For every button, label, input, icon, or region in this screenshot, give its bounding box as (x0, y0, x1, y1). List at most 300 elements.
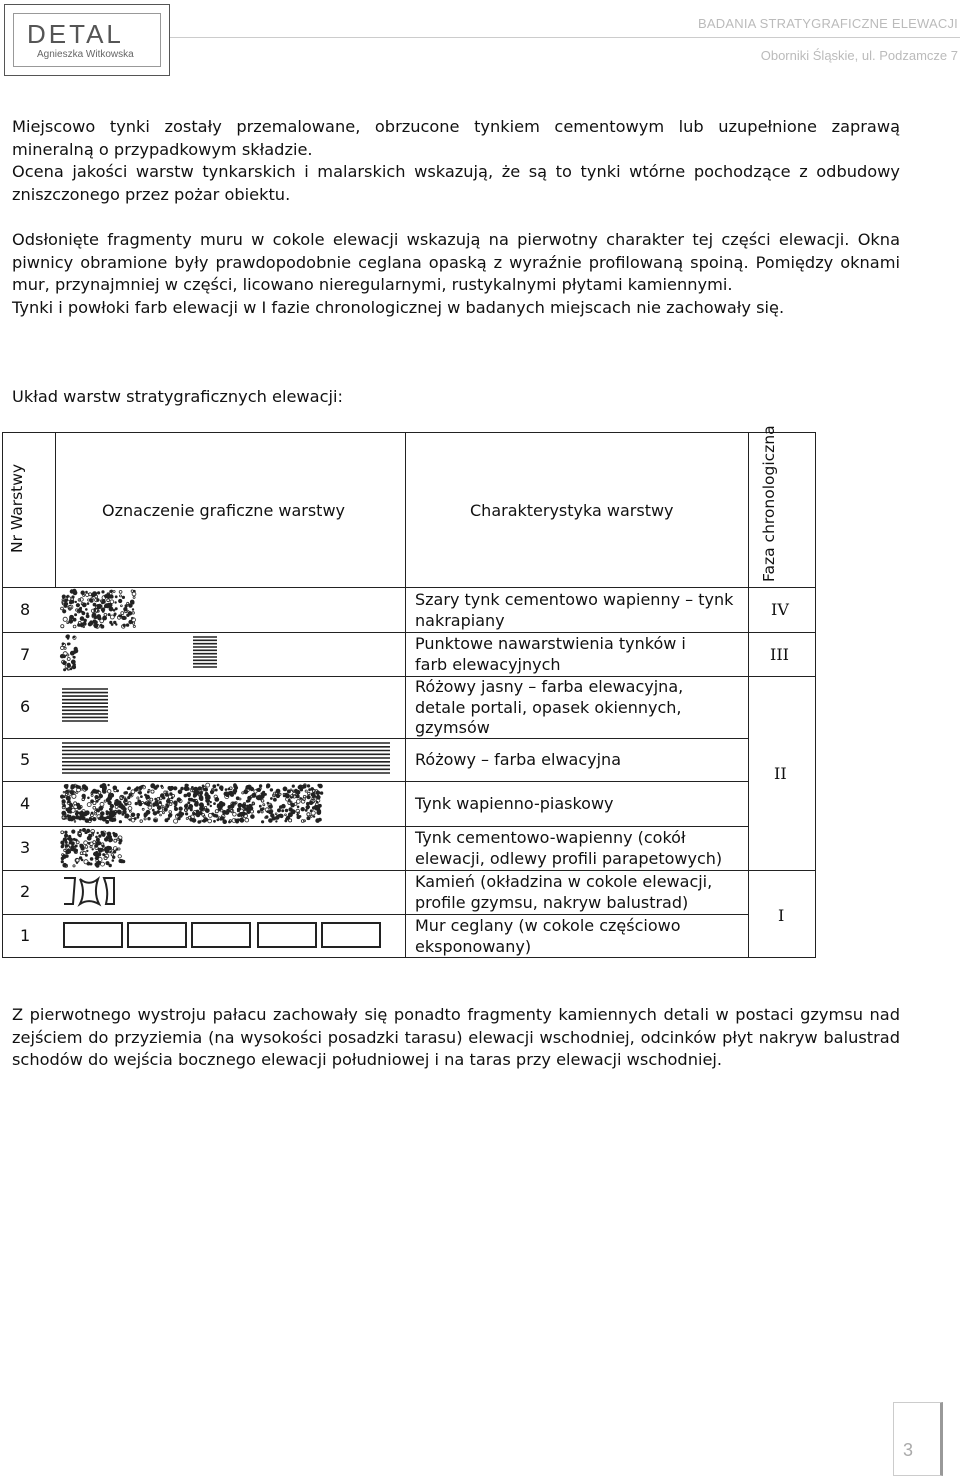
dot (159, 801, 161, 803)
dot (188, 802, 190, 804)
dot (290, 797, 292, 799)
dot (202, 785, 204, 787)
logo-title: DETAL (27, 19, 124, 49)
dot (89, 834, 91, 836)
dot (99, 853, 101, 855)
dot (240, 818, 244, 822)
dot (75, 812, 78, 815)
dot (240, 812, 244, 816)
dot (208, 813, 212, 817)
dot (179, 811, 182, 814)
caption-text: Układ warstw stratygraficznych elewacji: (12, 387, 343, 406)
dot (113, 851, 116, 854)
layer-description: Kamień (okładzina w cokole elewacji, profile gzymsu, nakryw balustrad) (415, 872, 713, 912)
dot (96, 809, 98, 811)
dot (74, 805, 78, 809)
dot (97, 604, 100, 607)
dot (114, 621, 117, 624)
dot (75, 614, 77, 616)
dot (132, 609, 134, 611)
paragraph: Miejscowo tynki zostały przemalowane, obrzucone tynkiem cementowym lub uzupełnione zaprawą mineralną o przypadkowym składzie. (12, 117, 900, 159)
dot (215, 789, 217, 791)
document-address: Oborniki Śląskie, ul. Podzamcze 7 (760, 48, 958, 63)
dot (90, 858, 93, 861)
dot (248, 786, 251, 789)
dot (91, 812, 93, 814)
dot (270, 789, 273, 792)
dot (72, 596, 74, 598)
dot (157, 806, 161, 810)
dot (276, 821, 278, 823)
dot (119, 839, 122, 842)
dot (127, 602, 129, 604)
dot (108, 784, 110, 786)
dot (192, 788, 194, 790)
layer-number: 4 (20, 794, 31, 813)
dot (313, 816, 315, 818)
dot (186, 818, 188, 820)
dot (259, 785, 262, 788)
dot (106, 813, 108, 815)
dot (115, 608, 117, 610)
dot (63, 863, 67, 867)
dot (268, 786, 270, 788)
dot (87, 613, 89, 615)
dot (297, 806, 299, 808)
dot (110, 615, 114, 619)
dot (188, 807, 190, 809)
dot (167, 805, 169, 807)
dot (269, 819, 273, 823)
dot (117, 801, 121, 805)
dot (285, 814, 287, 816)
dot (82, 603, 86, 607)
dot (101, 831, 103, 833)
dot (275, 813, 277, 815)
dot (207, 803, 209, 805)
dot (96, 616, 98, 618)
dot (151, 790, 154, 793)
dot (137, 797, 139, 799)
dot (303, 785, 306, 788)
layer-number: 7 (20, 645, 31, 664)
layer-description: Różowy jasny – farba elewacyjna, detale portali, opasek okiennych, gzymsów (415, 677, 684, 737)
dot (106, 848, 109, 851)
dot (88, 797, 90, 799)
col-header-nr: Nr Warstwy (8, 463, 26, 553)
dot-pattern (60, 635, 78, 671)
dot (93, 818, 95, 820)
dot (124, 797, 126, 799)
layer-number: 6 (20, 697, 31, 716)
dot (128, 802, 131, 805)
dot (90, 846, 92, 848)
layer-number: 3 (20, 838, 31, 857)
dot (282, 804, 286, 808)
dot (203, 816, 205, 818)
dot (266, 816, 269, 819)
dot (225, 789, 227, 791)
dot (82, 798, 85, 801)
dot (317, 806, 320, 809)
dot (291, 810, 295, 814)
dot (170, 814, 172, 816)
dot (144, 818, 146, 820)
dot (96, 800, 98, 802)
dot (212, 789, 215, 792)
dot (84, 841, 88, 845)
page-number-frame (893, 1402, 943, 1476)
dot (85, 609, 87, 611)
dot (69, 838, 73, 842)
dot (261, 800, 264, 803)
line-pattern (62, 689, 108, 721)
dot (62, 599, 64, 601)
dot (244, 790, 248, 794)
dot (214, 820, 216, 822)
dot (307, 796, 309, 798)
dot (88, 842, 90, 844)
dot (110, 794, 113, 797)
dot (110, 804, 114, 808)
dot (184, 794, 187, 797)
dot (121, 612, 124, 615)
dot (80, 617, 84, 621)
dot (97, 592, 99, 594)
dot (119, 591, 122, 594)
dot (165, 819, 168, 822)
dot (107, 790, 111, 794)
dot (95, 795, 98, 798)
dot (289, 819, 292, 822)
dot (300, 798, 302, 800)
dot (96, 841, 100, 845)
dot (144, 802, 146, 804)
dot (160, 814, 162, 816)
dot (155, 798, 157, 800)
dot (63, 791, 65, 793)
dot (110, 590, 112, 592)
dot (296, 800, 300, 804)
dot (99, 835, 102, 838)
dot (252, 793, 256, 797)
dot (172, 794, 175, 797)
dot (307, 785, 310, 788)
dot (82, 794, 86, 798)
dot (61, 646, 64, 649)
dot (93, 623, 95, 625)
dot (121, 605, 123, 607)
dot (78, 609, 81, 612)
paragraph: Z pierwotnego wystroju pałacu zachowały się ponadto fragmenty kamiennych detali w postaci gzymsu nad zejściem do przyziemia (na wysokości posadzki tarasu) elewacji wschodniej, odcinków płyt nakryw balustrad schodów do wejścia bocznego elewacji południowej i na taras przy elewacji wschodniej. (12, 1005, 900, 1069)
col-header-graphic: Oznaczenie graficzne warstwy (102, 501, 346, 520)
dot (140, 796, 142, 798)
dot (129, 604, 133, 608)
dot (293, 792, 296, 795)
dot (205, 809, 209, 813)
dot (93, 801, 96, 804)
dot (282, 810, 284, 812)
dot (257, 788, 260, 791)
brick-shape (128, 923, 186, 947)
dot (228, 805, 231, 808)
dot (82, 612, 85, 615)
dot (146, 803, 149, 806)
dot (192, 819, 196, 823)
dot (200, 791, 203, 794)
dot (311, 793, 315, 797)
dot (98, 791, 101, 794)
dot (98, 858, 102, 862)
dot (63, 804, 66, 807)
dot (139, 791, 142, 794)
dot (206, 799, 210, 803)
dot (98, 848, 102, 852)
stone-shape (104, 878, 114, 904)
dot (306, 802, 309, 805)
dot (292, 785, 294, 787)
dot (307, 817, 309, 819)
dot (67, 810, 70, 813)
dot (109, 864, 112, 867)
dot (299, 815, 301, 817)
layer-number: 5 (20, 750, 31, 769)
dot (86, 591, 88, 593)
dot (198, 821, 201, 824)
dot (218, 817, 220, 819)
dot (195, 801, 198, 804)
dot (70, 616, 73, 619)
dot (214, 803, 216, 805)
dot (287, 790, 290, 793)
dot (118, 810, 122, 814)
dot (145, 794, 147, 796)
dot (193, 795, 196, 798)
dot (124, 607, 128, 611)
dot (102, 786, 106, 790)
dot (113, 591, 115, 593)
dot (128, 807, 132, 811)
layer-description: Tynk wapienno-piaskowy (415, 794, 614, 813)
dot (305, 790, 307, 792)
dot (276, 794, 278, 796)
dot (109, 808, 111, 810)
dot (112, 860, 114, 862)
dot (91, 794, 93, 796)
phase-label: III (770, 645, 789, 664)
dot (208, 796, 211, 799)
dot (92, 849, 94, 851)
dot (71, 816, 75, 820)
dot (63, 617, 67, 621)
dot (237, 810, 239, 812)
dot (135, 802, 138, 805)
dot (169, 811, 172, 814)
dot (261, 793, 263, 795)
dot (76, 604, 79, 607)
dot (123, 810, 127, 814)
brick-shape (322, 923, 380, 947)
line-pattern (62, 743, 390, 773)
dot (166, 799, 170, 803)
dot (100, 624, 102, 626)
dot (221, 817, 225, 821)
dot (122, 596, 124, 598)
dot (92, 789, 96, 793)
dot (109, 607, 113, 611)
dot (232, 803, 234, 805)
brick-shape (192, 923, 250, 947)
dot (85, 846, 88, 849)
dot (87, 603, 89, 605)
dot (84, 787, 87, 790)
dot (259, 805, 261, 807)
paragraph: Ocena jakości warstw tynkarskich i malarskich wskazują, że są to tynki wtórne pochodzące z odbudowy zniszczonego przez pożar obiektu. (12, 162, 900, 204)
dot (65, 841, 67, 843)
dot (73, 865, 75, 867)
dot (320, 792, 323, 795)
col-header-phase: Faza chronologiczna (760, 425, 778, 582)
dot (75, 845, 77, 847)
col-header-char: Charakterystyka warstwy (470, 501, 674, 520)
dot (136, 787, 138, 789)
dot (65, 794, 67, 796)
dot (123, 624, 126, 627)
layer-description: Szary tynk cementowo wapienny – tynk nakrapiany (415, 590, 734, 630)
paragraph: Tynki i powłoki farb elewacji w I fazie chronologicznej w badanych miejscach nie zachowały się. (12, 297, 785, 317)
dot (87, 803, 91, 807)
phase-label: II (774, 764, 787, 783)
dot (67, 622, 69, 624)
dot (70, 804, 72, 806)
dot (296, 795, 299, 798)
dot (69, 620, 73, 624)
dot (70, 791, 73, 794)
brick-shape (64, 923, 122, 947)
dot (118, 848, 120, 850)
dot (215, 810, 218, 813)
dot (164, 808, 168, 812)
dot (85, 811, 89, 815)
dot (99, 806, 103, 810)
dot (61, 861, 63, 863)
dot (87, 862, 90, 865)
dot (69, 817, 71, 819)
dot (208, 819, 212, 823)
outro-block (12, 1004, 900, 1072)
dot (62, 610, 65, 613)
dot (304, 820, 306, 822)
dot (111, 818, 115, 822)
dot-pattern (61, 828, 125, 867)
dot (310, 815, 312, 817)
dot (62, 595, 65, 598)
dot (298, 785, 302, 789)
dot (66, 635, 69, 638)
dot (144, 815, 146, 817)
dot (210, 801, 212, 803)
dot (73, 618, 76, 621)
dot (262, 808, 264, 810)
layer-number: 8 (20, 600, 31, 619)
dot (91, 594, 94, 597)
dot (286, 818, 288, 820)
dot (219, 786, 223, 790)
dot (213, 814, 216, 817)
dot (261, 811, 263, 813)
dot (73, 656, 75, 658)
dot (61, 625, 64, 628)
dot (206, 783, 210, 787)
dot (71, 842, 74, 845)
dot (126, 624, 129, 627)
dot (261, 821, 263, 823)
dot (61, 845, 64, 848)
dot (113, 609, 115, 611)
dot (227, 809, 230, 812)
dot (114, 839, 117, 842)
dot (93, 806, 96, 809)
dot (101, 608, 105, 612)
dot (107, 816, 110, 819)
dot (193, 799, 196, 802)
dot (116, 624, 118, 626)
dot (308, 792, 311, 795)
dot (311, 811, 315, 815)
dot (122, 616, 125, 619)
dot (133, 596, 135, 598)
dot-pattern (60, 783, 323, 824)
dot (194, 790, 198, 794)
dot (63, 796, 65, 798)
phase-label: I (778, 906, 785, 925)
dot (118, 855, 121, 858)
dot (137, 816, 139, 818)
dot (64, 834, 67, 837)
dot (67, 643, 69, 645)
dot (285, 793, 288, 796)
dot (65, 831, 68, 834)
dot (63, 838, 67, 842)
dot (295, 789, 298, 792)
dot (113, 833, 117, 837)
dot (108, 801, 112, 805)
logo-subtitle: Agnieszka Witkowska (37, 49, 134, 60)
dot (233, 813, 237, 817)
page-number: 3 (903, 1440, 914, 1460)
dot (86, 615, 89, 618)
dot (229, 821, 231, 823)
dot (119, 599, 122, 602)
dot (148, 789, 150, 791)
dot (61, 607, 64, 610)
dot (64, 669, 66, 671)
dot (131, 813, 135, 817)
dot (244, 808, 247, 811)
dot (87, 829, 90, 832)
dot (73, 838, 75, 840)
dot (277, 809, 280, 812)
dot (236, 820, 239, 823)
dot (71, 660, 75, 664)
dot (307, 813, 310, 816)
dot (125, 792, 127, 794)
dot (103, 854, 105, 856)
dot (111, 624, 113, 626)
dot (174, 819, 178, 823)
dot (185, 809, 187, 811)
dot (87, 850, 89, 852)
